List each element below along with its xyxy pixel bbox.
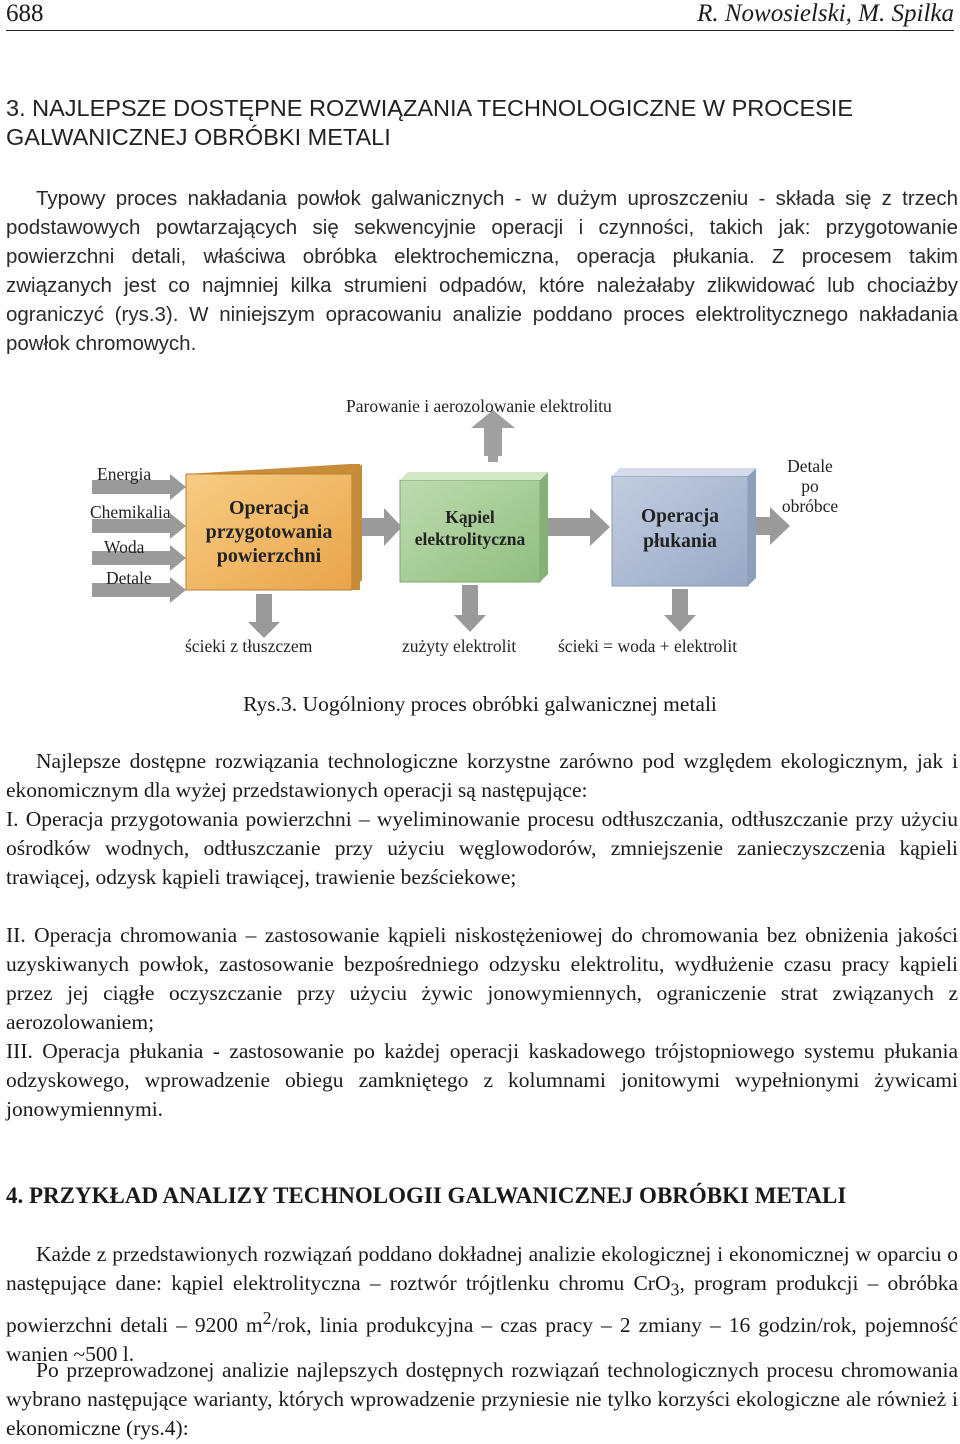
arrow-box2-box3: [548, 508, 610, 546]
evaporation-arrow: [471, 410, 515, 462]
label-water: Woda: [104, 537, 145, 557]
label-output-line2: po: [801, 476, 819, 496]
process-diagram: [0, 380, 960, 670]
label-parts: Detale: [106, 568, 152, 588]
label-output-line3: obróbce: [781, 496, 839, 516]
waste-arrows: [248, 585, 696, 638]
best-practices-item-1: I. Operacja przygotowania powierzchni – wyeliminowanie procesu odtłuszczania, odtłuszczanie przy użyciu ośrodków wodnych, odtłuszczanie przy użyciu węglowodorów, zmniejszenie zanieczyszczenia kąpieli trawiącej, odzysk kąpieli trawiącej, trawienie bezściekowe;: [6, 807, 958, 889]
running-header: [6, 0, 954, 31]
arrow-box1-box2: [362, 508, 402, 546]
section-4-title: 4. PRZYKŁAD ANALIZY TECHNOLOGII GALWANICZNEJ OBRÓBKI METALI: [6, 1183, 847, 1208]
label-evaporation: Parowanie i aerozolowanie elektrolitu: [346, 396, 612, 416]
running-header-authors: R. Nowosielski, M. Spilka: [697, 0, 954, 27]
section-4-paragraph-1-part-a: Każde z przedstawionych rozwiązań poddano dokładnej analizie ekologicznej i ekonomicznej w oparciu o następujące dane: kąpiel elektrolityczna – roztwór trójtlenku chromu CrO: [6, 1242, 958, 1295]
best-practices-item-2: II. Operacja chromowania – zastosowanie kąpieli niskostężeniowej do chromowania bez obniżenia jakości uzyskiwanych powłok, zastosowanie bezpośredniego odzysku elektrolitu, wydłużenie czasu pracy kąpieli przez jej ciągłe oczyszczanie przy użyciu żywic jonowymiennych, ograniczenie strat związanych z aerozolowaniem;: [6, 923, 958, 1034]
box3-label: Operacja płukania: [641, 506, 719, 552]
section-3-paragraph: Typowy proces nakładania powłok galwanicznych - w dużym uproszczeniu - składa się z trzech podstawowych powtarzających się sekwencyjnie operacji i czynności, takich jak: przygotowanie powierzchni detali, właściwa obróbka elektrochemiczna, operacja płukania. Z procesem takim związanych jest co najmniej kilka strumieni odpadów, które należałaby zlikwidować lub chociażby ograniczyć (rys.3). W niniejszym opracowaniu analizie poddano proces elektrolitycznego nakładania powłok chromowych.: [6, 187, 958, 355]
label-output: [776, 456, 844, 516]
page-number: 688: [6, 0, 44, 27]
cro3-subscript: 3: [670, 1279, 680, 1300]
box2-label: Kąpiel elektrolityczna: [414, 507, 526, 549]
section-3-title-line2: GALWANICZNEJ OBRÓBKI METALI: [6, 124, 391, 150]
label-waste-grease: ścieki z tłuszczem: [185, 636, 313, 656]
section-4-paragraph-1-part-c: /rok, linia produkcyjna – czas pracy – 2 zmiany – 16 godzin/rok, pojemność wanien ~500 l.: [6, 1313, 958, 1367]
box1-label: Operacja przygotowania powierzchni: [205, 497, 333, 567]
label-chemicals: Chemikalia: [90, 502, 171, 522]
figure-caption: Rys.3. Uogólniony proces obróbki galwanicznej metali: [243, 692, 717, 716]
section-3-title-line1: 3. NAJLEPSZE DOSTĘPNE ROZWIĄZANIA TECHNOLOGICZNE W PROCESIE: [6, 95, 854, 121]
section-3-title: [6, 94, 958, 152]
section-4-paragraph-2: Po przeprowadzonej analizie najlepszych dostępnych rozwiązań technologicznych procesu chromowania wybrano następujące warianty, których wprowadzenie przyniesie nie tylko korzyści ekologiczne ale również i ekonomiczne (rys.4):: [6, 1358, 958, 1440]
label-output-line1: Detale: [787, 456, 833, 476]
label-wastewater: ścieki = woda + elektrolit: [558, 636, 738, 656]
label-used-electrolyte: zużyty elektrolit: [402, 636, 517, 656]
section-4-paragraph-1: [6, 1240, 958, 1369]
section-4-paragraph-1-part-b: , program produkcji – obróbka powierzchni detali – 9200 m: [6, 1271, 958, 1338]
best-practices-intro: Najlepsze dostępne rozwiązania technologiczne korzystne zarówno pod względem ekologicznym, jak i ekonomicznym dla wyżej przedstawionych operacji są następujące:: [6, 749, 958, 802]
m2-superscript: 2: [262, 1308, 272, 1329]
label-energy: Energia: [97, 464, 152, 484]
best-practices-item-3: III. Operacja płukania - zastosowanie po każdej operacji kaskadowego trójstopniowego systemu płukania odzyskowego, wprowadzenie obiegu zamkniętego z kolumnami jonitowymi wypełnionymi żywicami jonowymiennymi.: [6, 1039, 958, 1121]
